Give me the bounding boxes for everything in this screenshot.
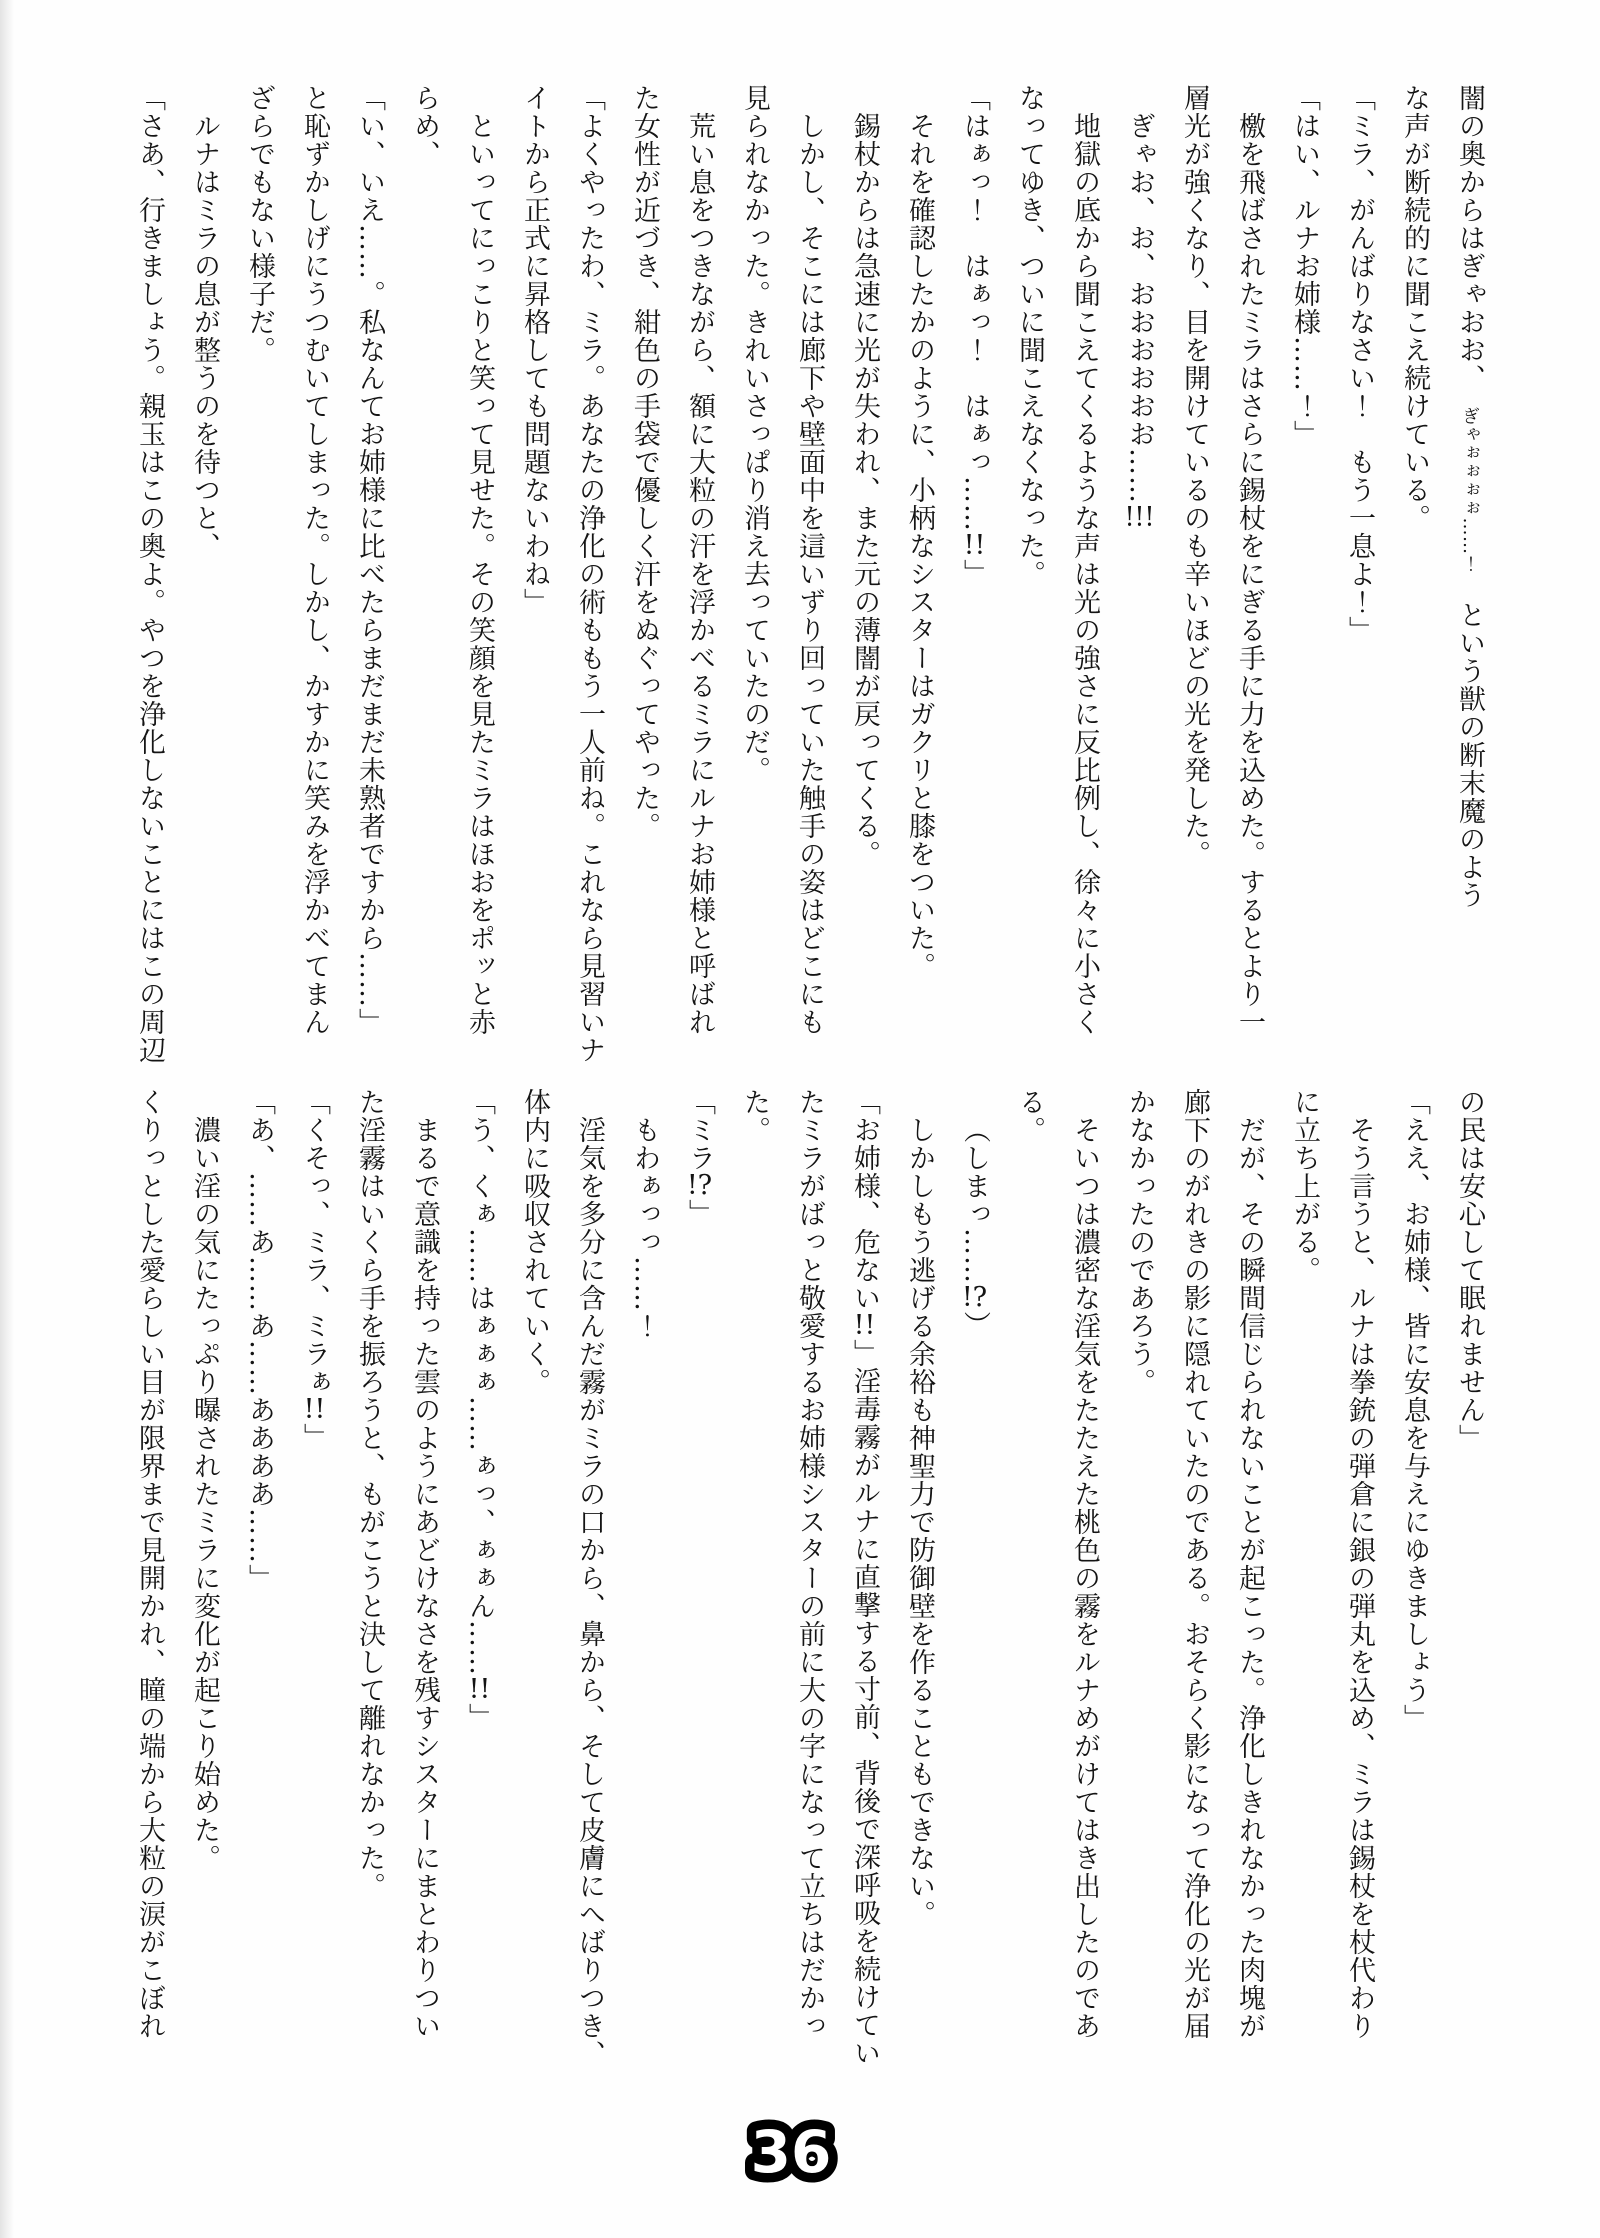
text-segment: かなかったのであろう。 <box>1124 1088 1155 1396</box>
text-segment: まるで意識を持った雲のようにあどけなさを残すシスターにまとわりつい <box>409 1116 440 2040</box>
text-segment: 檄を飛ばされたミラはさらに錫杖をにぎる手に力を込めた。するとより一 <box>1234 112 1265 1036</box>
text-segment: ざらでもない様子だ。 <box>244 84 275 364</box>
text-column <box>232 1088 287 2093</box>
text-segment: たミラがばっと敬愛するお姉様シスターの前に大の字になって立ちはだかっ <box>794 1088 825 2040</box>
text-segment: 」 <box>299 1423 330 1451</box>
text-segment: 地獄の底から聞こえてくるような声は光の強さに反比例し、徐々に小さく <box>1069 112 1100 1036</box>
text-segment: 「ええ、お姉様、皆に安息を与えにゆきましょう」 <box>1399 1088 1430 1732</box>
text-segment: 闇の奥からはぎゃおお、 <box>1454 84 1485 407</box>
text-segment: な声が断続的に聞こえ続けている。 <box>1399 84 1430 532</box>
small-text-segment: ぎゃぉぉぉぉ……！ <box>1459 406 1480 573</box>
text-segment: という獣の断末魔のよう <box>1454 573 1485 909</box>
text-column <box>782 1088 837 2093</box>
text-segment: そう言うと、ルナは拳銃の弾倉に銀の弾丸を込め、ミラは錫杖を杖代わり <box>1344 1116 1375 2040</box>
text-segment: 「あ、……あ……あ……ああああ……」 <box>244 1088 275 1592</box>
text-segment: （しまっ…… <box>959 1116 990 1284</box>
text-column <box>1442 84 1497 1079</box>
tatechuyoko-segment: !! <box>963 532 986 559</box>
text-column <box>672 84 727 1079</box>
text-segment: 錫杖からは急速に光が失われ、また元の薄闇が戻ってくる。 <box>849 112 880 868</box>
text-segment: ぎゃお、お、おおおおおお…… <box>1124 112 1155 504</box>
text-column <box>1167 1088 1222 2093</box>
text-segment: 「はい、ルナお姉様……！」 <box>1289 84 1320 448</box>
text-column <box>1332 1088 1387 2093</box>
tatechuyoko-segment: !! <box>853 1312 876 1339</box>
text-column <box>727 1088 782 2093</box>
text-segment: 「ミラ <box>684 1088 715 1172</box>
text-segment: 」 <box>464 1703 495 1731</box>
text-column <box>1222 1088 1277 2093</box>
text-column <box>1002 84 1057 1079</box>
tatechuyoko-segment: !? <box>961 1284 988 1311</box>
text-segment: それを確認したかのように、小柄なシスターはガクリと膝をついた。 <box>904 112 935 980</box>
text-segment: なってゆき、ついに聞こえなくなった。 <box>1014 84 1045 588</box>
text-column <box>1387 84 1442 1079</box>
text-column <box>507 84 562 1079</box>
text-segment: ） <box>959 1311 990 1339</box>
text-column <box>672 1088 727 2093</box>
text-segment: る。 <box>1014 1088 1045 1144</box>
text-segment: 「くそっ、ミラ、ミラぁ <box>299 1088 330 1396</box>
text-segment: 」 <box>959 559 990 587</box>
text-segment: 「い、いえ……。私なんてお姉様に比べたらまだまだ未熟者ですから……」 <box>354 84 385 1036</box>
text-column <box>892 84 947 1079</box>
text-column <box>1332 84 1387 1079</box>
text-column <box>562 84 617 1079</box>
bottom-text-block <box>122 1088 1497 2093</box>
text-column <box>507 1088 562 2093</box>
text-column <box>1112 1088 1167 2093</box>
text-column <box>287 84 342 1079</box>
text-segment: しかしもう逃げる余裕も神聖力で防御壁を作ることもできない。 <box>904 1116 935 1928</box>
text-column <box>562 1088 617 2093</box>
text-column <box>1057 84 1112 1079</box>
text-segment: くりっとした愛らしい目が限界まで見開かれ、瞳の端から大粒の涙がこぼれ <box>134 1088 165 2040</box>
text-segment: 」 <box>684 1199 715 1227</box>
text-column <box>397 84 452 1079</box>
top-text-block <box>122 84 1497 1079</box>
text-column <box>1277 1088 1332 2093</box>
text-column <box>1387 1088 1442 2093</box>
text-column <box>1002 1088 1057 2093</box>
text-segment: 「さあ、行きましょう。親玉はこの奥よ。やつを浄化しないことにはこの周辺 <box>134 84 165 1064</box>
tatechuyoko-segment: !!! <box>1124 504 1155 531</box>
text-column <box>1167 84 1222 1079</box>
text-column <box>617 84 672 1079</box>
text-column <box>1442 1088 1497 2093</box>
text-column <box>947 84 1002 1079</box>
text-segment: 「ミラ、がんばりなさい！ もう一息よ！」 <box>1344 84 1375 644</box>
text-segment: といってにっこりと笑って見せた。その笑顔を見たミラはほおをポッと赤 <box>464 112 495 1036</box>
text-column <box>122 1088 177 2093</box>
text-column <box>1277 84 1332 1079</box>
text-column <box>342 1088 397 2093</box>
scan-gutter-shadow <box>0 0 14 2238</box>
text-segment: に立ち上がる。 <box>1289 1088 1320 1284</box>
text-column <box>782 84 837 1079</box>
text-segment: た淫霧はいくら手を振ろうと、もがこうと決して離れなかった。 <box>354 1088 385 1900</box>
text-column <box>892 1088 947 2093</box>
text-column <box>1057 1088 1112 2093</box>
text-segment: 「う、くぁ……はぁぁぁ……ぁっ、ぁぁん…… <box>464 1088 495 1676</box>
text-column <box>1112 84 1167 1079</box>
text-segment: 体内に吸収されていく。 <box>519 1088 550 1396</box>
tatechuyoko-segment: !! <box>303 1396 326 1423</box>
text-segment: 層光が強くなり、目を開けているのも辛いほどの光を発した。 <box>1179 84 1210 868</box>
text-column <box>837 1088 892 2093</box>
text-segment: た女性が近づき、紺色の手袋で優しく汗をぬぐってやった。 <box>629 84 660 840</box>
text-segment: しかし、そこには廊下や壁面中を這いずり回っていた触手の姿はどこにも <box>794 112 825 1036</box>
page-number: 36 <box>750 2118 832 2186</box>
text-segment: 濃い淫の気にたっぷり曝されたミラに変化が起こり始めた。 <box>189 1116 220 1872</box>
text-column <box>177 1088 232 2093</box>
text-segment: 「お姉様、危ない <box>849 1088 880 1312</box>
text-segment: もわぁっっ……！ <box>629 1116 660 1340</box>
tatechuyoko-segment: !! <box>468 1676 491 1703</box>
text-column <box>122 84 177 1079</box>
text-column <box>727 84 782 1079</box>
text-column <box>397 1088 452 2093</box>
text-segment: 」淫毒霧がルナに直撃する寸前、背後で深呼吸を続けてい <box>849 1339 880 2067</box>
text-column <box>287 1088 342 2093</box>
text-segment: 「はぁっ！ はぁっ！ はぁっ…… <box>959 84 990 532</box>
page-number-badge <box>726 2102 856 2198</box>
text-column <box>1222 84 1277 1079</box>
text-column <box>617 1088 672 2093</box>
text-segment: の民は安心して眠れません」 <box>1454 1088 1485 1452</box>
text-column <box>452 84 507 1079</box>
text-segment: 荒い息をつきながら、額に大粒の汗を浮かべるミラにルナお姉様と呼ばれ <box>684 112 715 1036</box>
text-column <box>452 1088 507 2093</box>
text-segment: そいつは濃密な淫気をたたえた桃色の霧をルナめがけてはき出したのであ <box>1069 1116 1100 2040</box>
text-segment: 「よくやったわ、ミラ。あなたの浄化の術ももう一人前ね。これなら見習いナ <box>574 84 605 1064</box>
text-column <box>947 1088 1002 2093</box>
text-column <box>232 84 287 1079</box>
text-segment: た。 <box>739 1088 770 1144</box>
text-segment: らめ、 <box>409 84 440 168</box>
text-segment: イトから正式に昇格しても問題ないわね」 <box>519 84 550 616</box>
text-segment: 淫気を多分に含んだ霧がミラの口から、鼻から、そして皮膚にへばりつき、 <box>574 1116 605 2068</box>
text-segment: ルナはミラの息が整うのを待つと、 <box>189 112 220 560</box>
text-segment: と恥ずかしげにうつむいてしまった。しかし、かすかに笑みを浮かべてまん <box>299 84 330 1036</box>
text-column <box>342 84 397 1079</box>
text-segment: 廊下のがれきの影に隠れていたのである。おそらく影になって浄化の光が届 <box>1179 1088 1210 2040</box>
text-column <box>837 84 892 1079</box>
tatechuyoko-segment: !? <box>686 1172 713 1199</box>
text-segment: だが、その瞬間信じられないことが起こった。浄化しきれなかった肉塊が <box>1234 1116 1265 2040</box>
text-segment: 見られなかった。きれいさっぱり消え去っていたのだ。 <box>739 84 770 784</box>
text-column <box>177 84 232 1079</box>
